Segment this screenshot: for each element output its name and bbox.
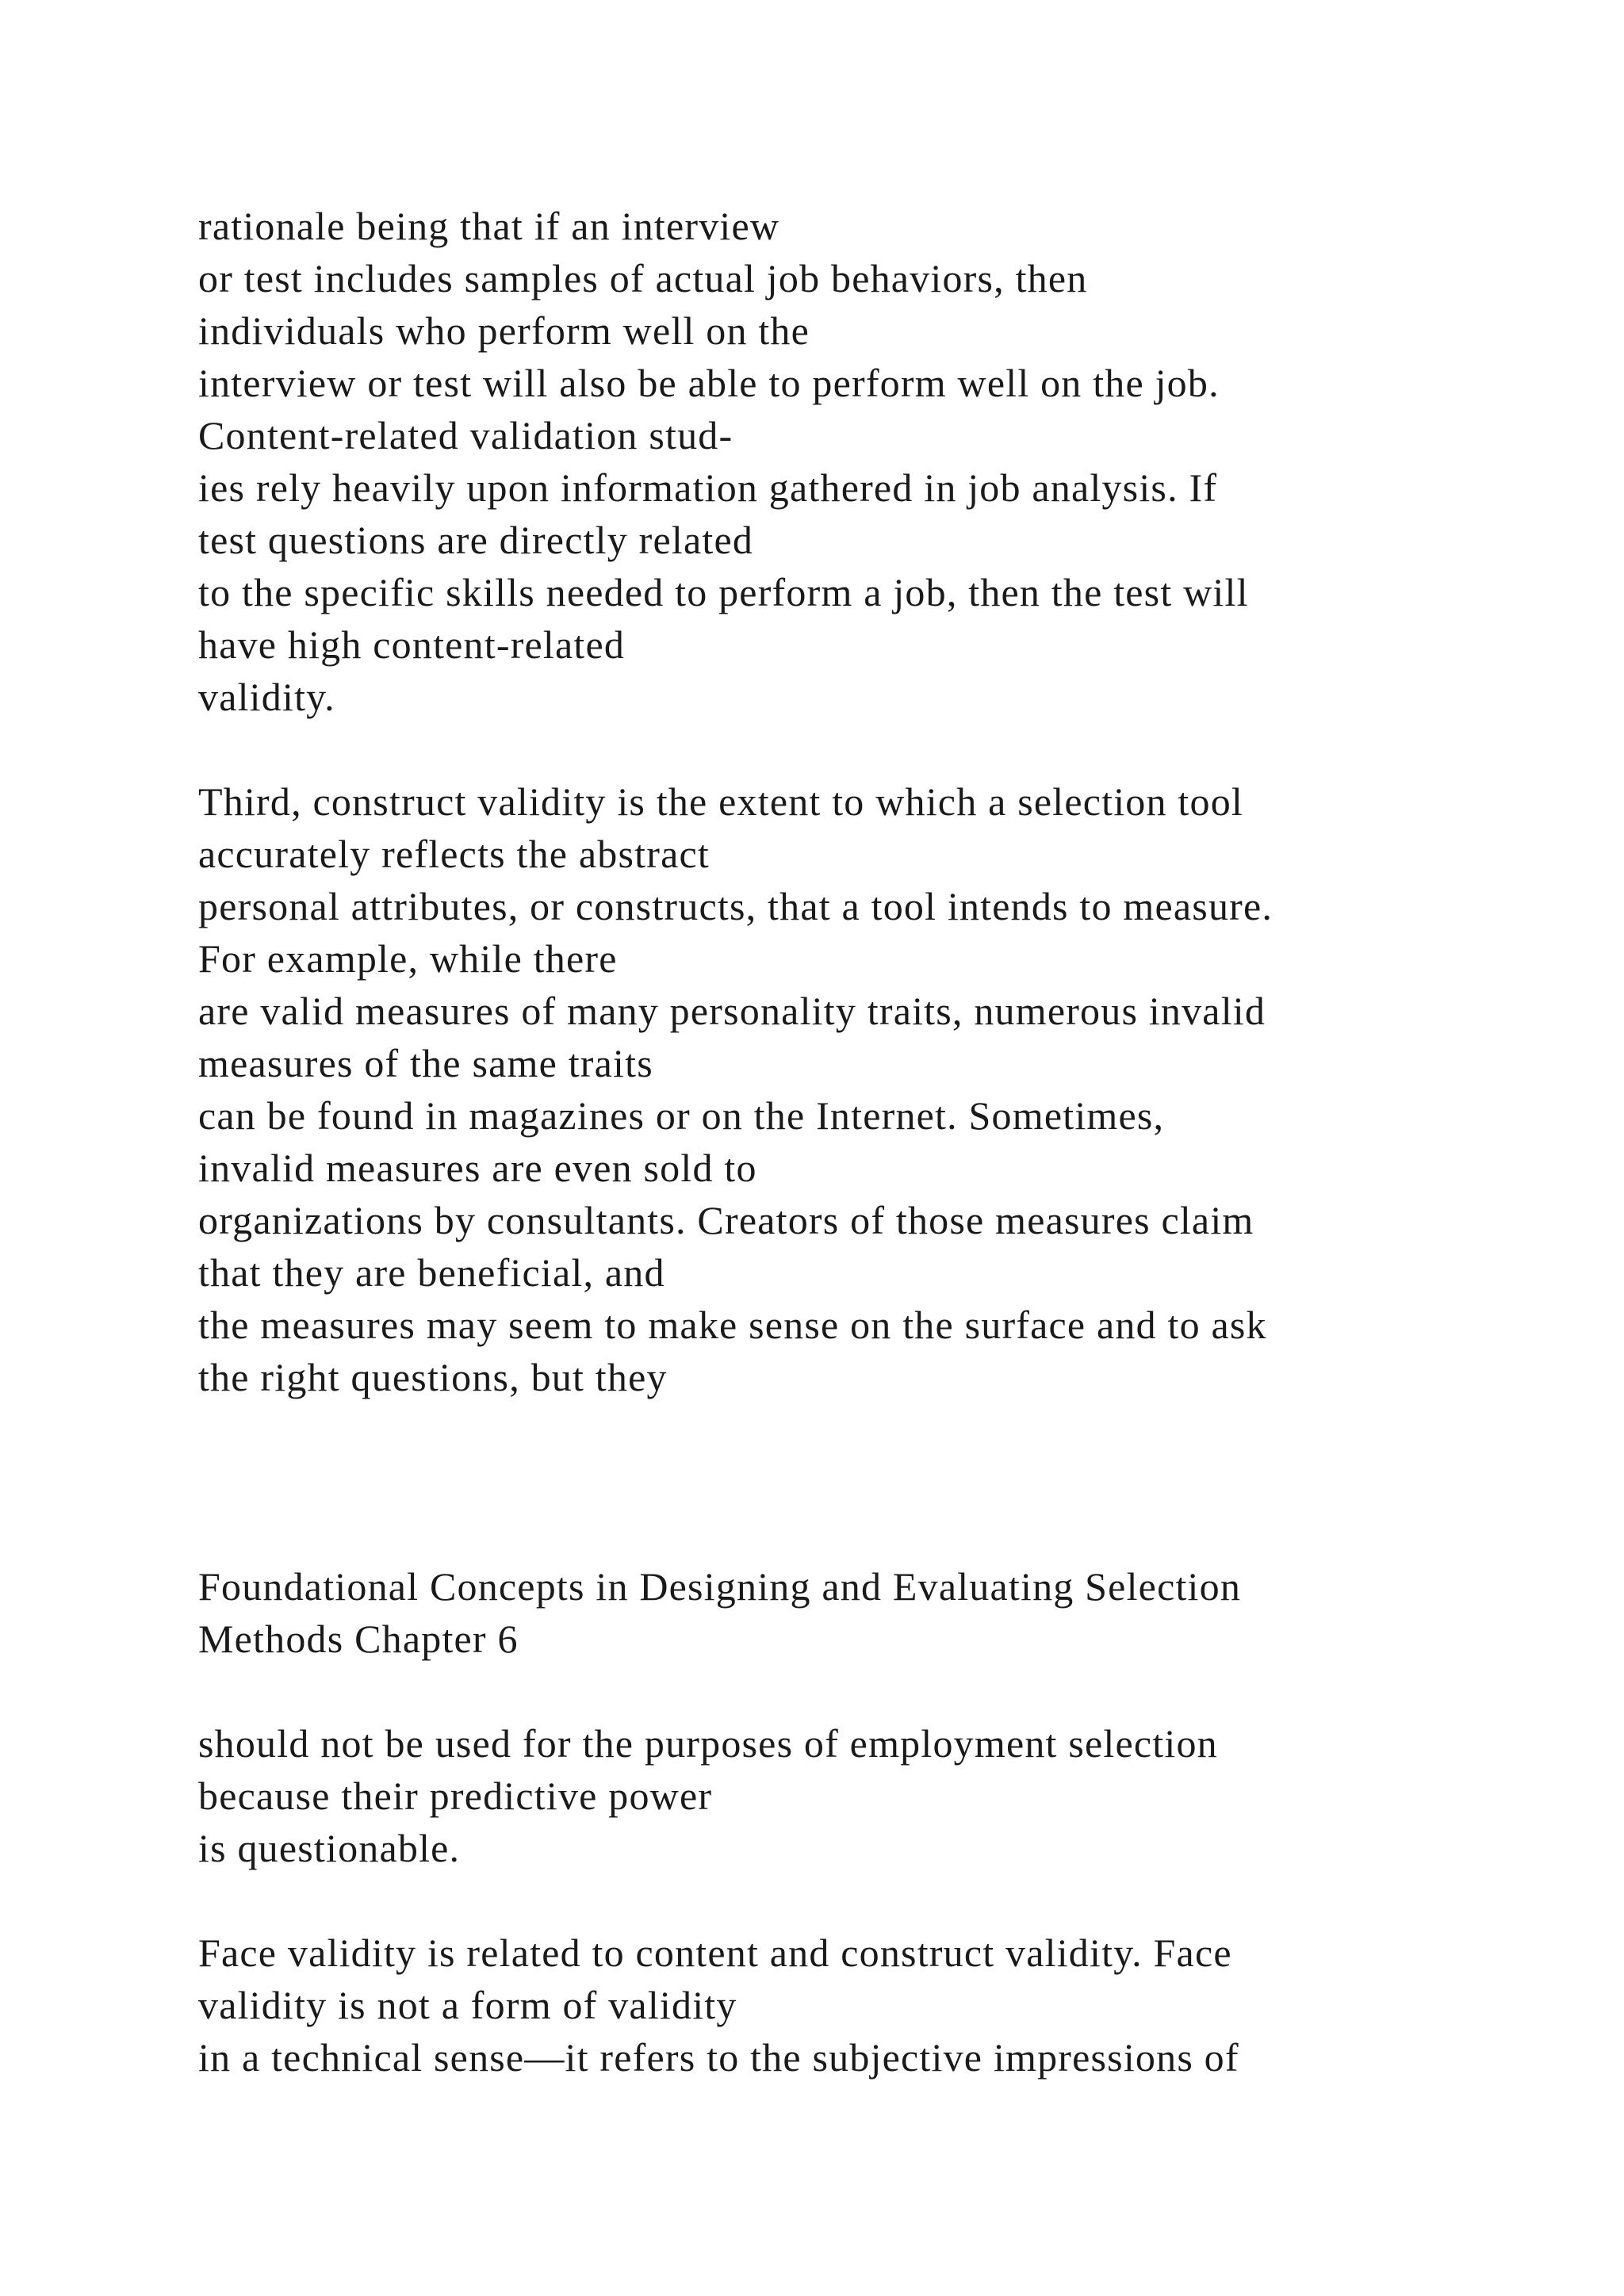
text-line: the measures may seem to make sense on the surface and to ask [198,1303,1267,1347]
text-line: is questionable. [198,1826,461,1870]
text-line: Face validity is related to content and construct validity. Face [198,1931,1232,1975]
text-line: personal attributes, or constructs, that a tool intends to measure. [198,884,1274,928]
text-line: Content-related validation stud- [198,413,733,457]
text-line: organizations by consultants. Creators of those measures claim [198,1198,1254,1242]
text-line: ies rely heavily upon information gathered in job analysis. If [198,465,1218,510]
text-line: accurately reflects the abstract [198,832,710,876]
text-line: the right questions, but they [198,1355,668,1399]
text-line: interview or test will also be able to perform well on the job. [198,361,1220,405]
text-line: individuals who perform well on the [198,308,810,353]
text-line: test questions are directly related [198,518,754,562]
text-line: measures of the same traits [198,1041,653,1085]
text-line: are valid measures of many personality traits, numerous invalid [198,989,1266,1033]
text-line: validity is not a form of validity [198,1983,737,2027]
chapter-header-line: Foundational Concepts in Designing and Evaluating Selection [198,1564,1242,1609]
text-line: For example, while there [198,936,618,981]
text-line: rationale being that if an interview [198,204,780,248]
text-line: Third, construct validity is the extent to which a selection tool [198,779,1243,824]
text-line: validity. [198,675,335,719]
text-line: to the specific skills needed to perform a job, then the test will [198,570,1249,614]
text-line: in a technical sense—it refers to the subjective impressions of [198,2035,1239,2080]
text-line: invalid measures are even sold to [198,1146,757,1190]
chapter-header-line: Methods Chapter 6 [198,1617,519,1661]
text-line: have high content-related [198,622,626,667]
text-line: can be found in magazines or on the Internet. Sometimes, [198,1093,1165,1138]
text-line: that they are beneficial, and [198,1250,665,1295]
text-line: because their predictive power [198,1774,713,1818]
text-line: should not be used for the purposes of employment selection [198,1721,1218,1766]
text-line: or test includes samples of actual job behaviors, then [198,256,1088,300]
